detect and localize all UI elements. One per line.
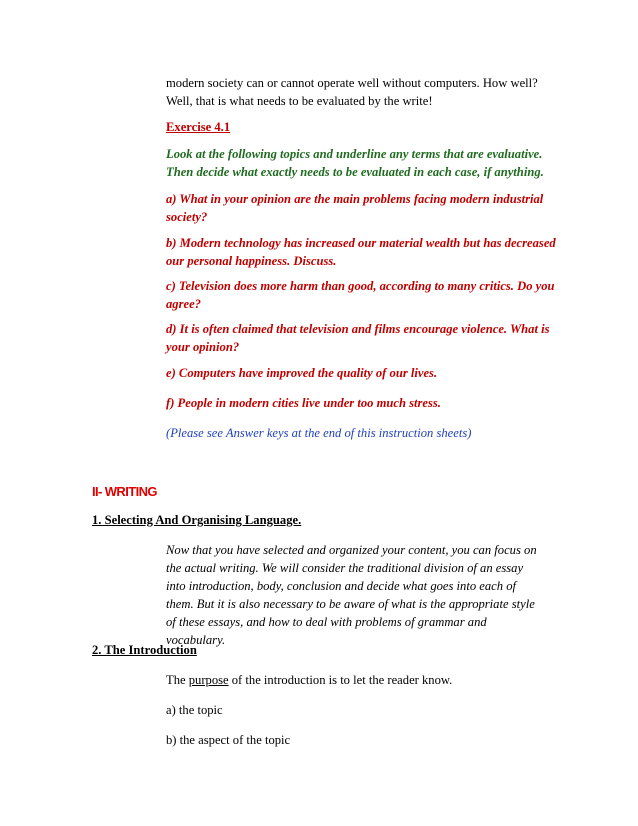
subsection-1-body: Now that you have selected and organized your content, you can focus on the actual writing. We will consider the traditional division of an essay into introduction, body, conclusion and decide what goes into each of them. But it is also necessary to be aware of what is the appropriate style of these essays, and how to deal with problems of grammar and vocabulary. [166,543,537,647]
subsection-2-title: 2. The Introduction [92,643,197,657]
purpose-prefix: The [166,673,189,687]
exercise-item-c: c) Television does more harm than good, according to many critics. Do you agree? [166,279,555,311]
exercise-item-b: b) Modern technology has increased our material wealth but has decreased our personal happiness. Discuss. [166,236,556,268]
exercise-item-a: a) What in your opinion are the main problems facing modern industrial society? [166,192,544,224]
list-item-topic: a) the topic [166,703,223,717]
intro-paragraph [166,74,566,110]
purpose-suffix: of the introduction is to let the reader know. [228,673,453,687]
intro-line-1: modern society can or cannot operate well without computers. How well? [166,76,538,90]
exercise-instruction: Look at the following topics and underline any terms that are evaluative. Then decide what exactly needs to be evaluated in each case, if anything. [166,147,544,179]
exercise-item-e: e) Computers have improved the quality of our lives. [166,366,438,380]
subsection-1-title: 1. Selecting And Organising Language. [92,513,302,527]
intro-line-2: Well, that is what needs to be evaluated by the write! [166,94,433,108]
list-item-aspect: b) the aspect of the topic [166,733,291,747]
answer-keys-note: (Please see Answer keys at the end of this instruction sheets) [166,426,472,440]
exercise-item-f: f) People in modern cities live under too much stress. [166,396,441,410]
purpose-sentence [166,671,566,689]
section-heading: II- WRITING [92,484,157,499]
exercise-item-d: d) It is often claimed that television and films encourage violence. What is your opinion? [166,322,550,354]
purpose-word: purpose [188,673,229,687]
exercise-title: Exercise 4.1 [166,120,231,134]
